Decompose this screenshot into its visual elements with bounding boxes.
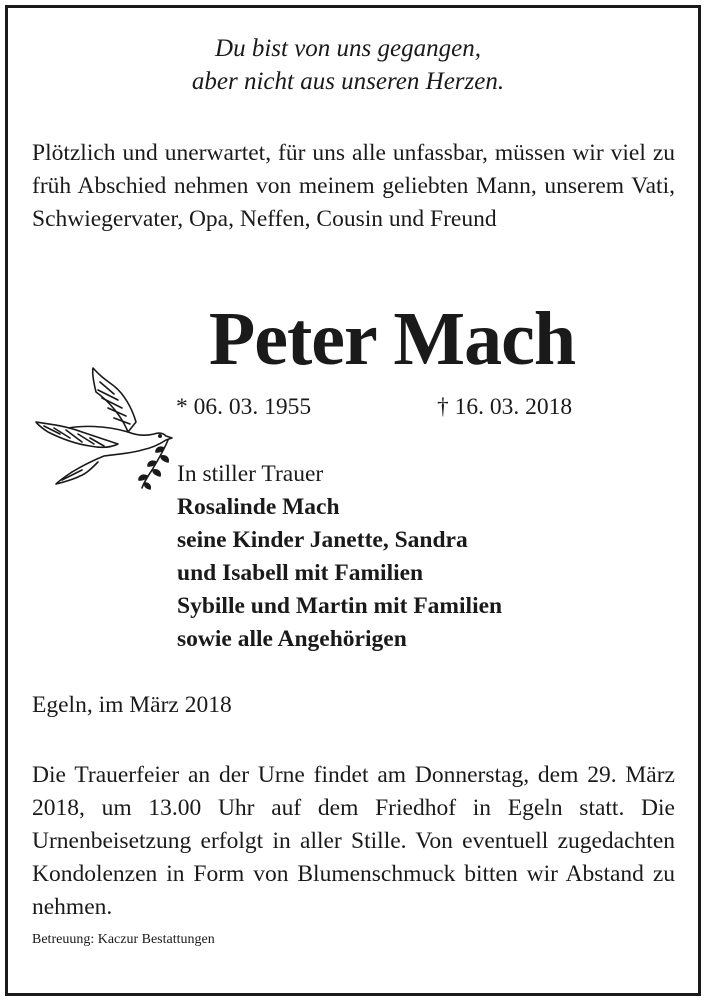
motto-line-2: aber nicht aus unseren Herzen. (191, 68, 505, 95)
death-date: † 16. 03. 2018 (437, 394, 573, 420)
ceremony-paragraph: Die Trauerfeier an der Urne findet am Donnerstag, dem 29. März 2018, um 13.00 Uhr auf dem Friedhof in Egeln statt. Die Urnenbeisetzung erfolgt in aller Stille. Von eventuell zugedachten Kondolenzen in Form von Blumenschmuck bitten wir Abstand zu nehmen. (32, 762, 675, 920)
mourner-line: seine Kinder Janette, Sandra (177, 527, 468, 553)
mourners-block (177, 458, 677, 656)
intro-paragraph: Plötzlich und unerwartet, für uns alle unfassbar, müssen wir viel zu früh Abschied nehmen von meinem geliebten Mann, unserem Vati, Schwiegervater, Opa, Neffen, Cousin und Freund (32, 140, 675, 232)
mourners-lead: In stiller Trauer (177, 461, 324, 487)
birth-date: * 06. 03. 1955 (176, 394, 312, 420)
place-and-date: Egeln, im März 2018 (32, 692, 232, 718)
deceased-name: Peter Mach (208, 297, 576, 381)
mourner-line: sowie alle Angehörigen (177, 626, 407, 652)
motto-line-1: Du bist von uns gegangen, (215, 35, 481, 62)
mourner-line: Sybille und Martin mit Familien (177, 593, 503, 619)
mourner-line: und Isabell mit Familien (177, 560, 424, 586)
undertaker-credit: Betreuung: Kaczur Bestattungen (32, 932, 215, 947)
motto (0, 32, 696, 98)
dove-with-branch-icon (30, 362, 175, 492)
mourner-line: Rosalinde Mach (177, 494, 340, 520)
